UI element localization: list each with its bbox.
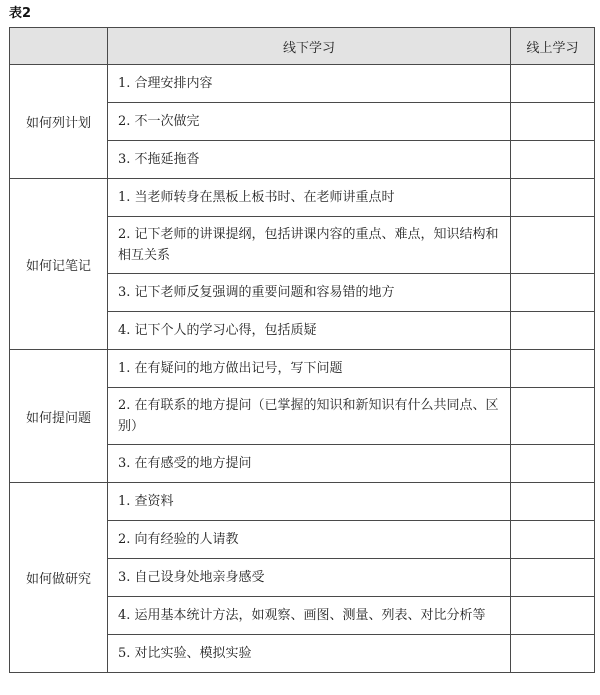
online-cell[interactable] bbox=[511, 635, 595, 673]
list-item: 2. 记下老师的讲课提纲，包括讲课内容的重点、难点，知识结构和相互关系 bbox=[108, 217, 511, 274]
list-item: 1. 在有疑问的地方做出记号，写下问题 bbox=[108, 350, 511, 388]
online-cell[interactable] bbox=[511, 388, 595, 445]
list-item: 4. 运用基本统计方法，如观察、画图、测量、列表、对比分析等 bbox=[108, 597, 511, 635]
list-item: 2. 在有联系的地方提问（已掌握的知识和新知识有什么共同点、区别） bbox=[108, 388, 511, 445]
online-cell[interactable] bbox=[511, 65, 595, 103]
table-row bbox=[10, 65, 595, 103]
list-item: 5. 对比实验、模拟实验 bbox=[108, 635, 511, 673]
category-plan: 如何列计划 bbox=[10, 65, 108, 179]
list-item: 3. 不拖延拖沓 bbox=[108, 141, 511, 179]
header-empty bbox=[10, 28, 108, 65]
online-cell[interactable] bbox=[511, 274, 595, 312]
header-online: 线上学习 bbox=[511, 28, 595, 65]
online-cell[interactable] bbox=[511, 559, 595, 597]
list-item: 1. 当老师转身在黑板上板书时、在老师讲重点时 bbox=[108, 179, 511, 217]
header-row bbox=[10, 28, 595, 65]
category-research: 如何做研究 bbox=[10, 483, 108, 673]
table-row bbox=[10, 179, 595, 217]
category-questions: 如何提问题 bbox=[10, 350, 108, 483]
online-cell[interactable] bbox=[511, 103, 595, 141]
online-cell[interactable] bbox=[511, 597, 595, 635]
list-item: 3. 自己设身处地亲身感受 bbox=[108, 559, 511, 597]
list-item: 4. 记下个人的学习心得，包括质疑 bbox=[108, 312, 511, 350]
list-item: 2. 不一次做完 bbox=[108, 103, 511, 141]
online-cell[interactable] bbox=[511, 350, 595, 388]
online-cell[interactable] bbox=[511, 445, 595, 483]
list-item: 3. 记下老师反复强调的重要问题和容易错的地方 bbox=[108, 274, 511, 312]
online-cell[interactable] bbox=[511, 179, 595, 217]
online-cell[interactable] bbox=[511, 521, 595, 559]
list-item: 3. 在有感受的地方提问 bbox=[108, 445, 511, 483]
table-row bbox=[10, 350, 595, 388]
study-methods-table bbox=[9, 27, 595, 673]
header-offline: 线下学习 bbox=[108, 28, 511, 65]
online-cell[interactable] bbox=[511, 217, 595, 274]
table-row bbox=[10, 483, 595, 521]
online-cell[interactable] bbox=[511, 483, 595, 521]
online-cell[interactable] bbox=[511, 141, 595, 179]
list-item: 1. 合理安排内容 bbox=[108, 65, 511, 103]
table-caption: 表2 bbox=[9, 6, 32, 21]
category-notes: 如何记笔记 bbox=[10, 179, 108, 350]
list-item: 2. 向有经验的人请教 bbox=[108, 521, 511, 559]
list-item: 1. 查资料 bbox=[108, 483, 511, 521]
online-cell[interactable] bbox=[511, 312, 595, 350]
